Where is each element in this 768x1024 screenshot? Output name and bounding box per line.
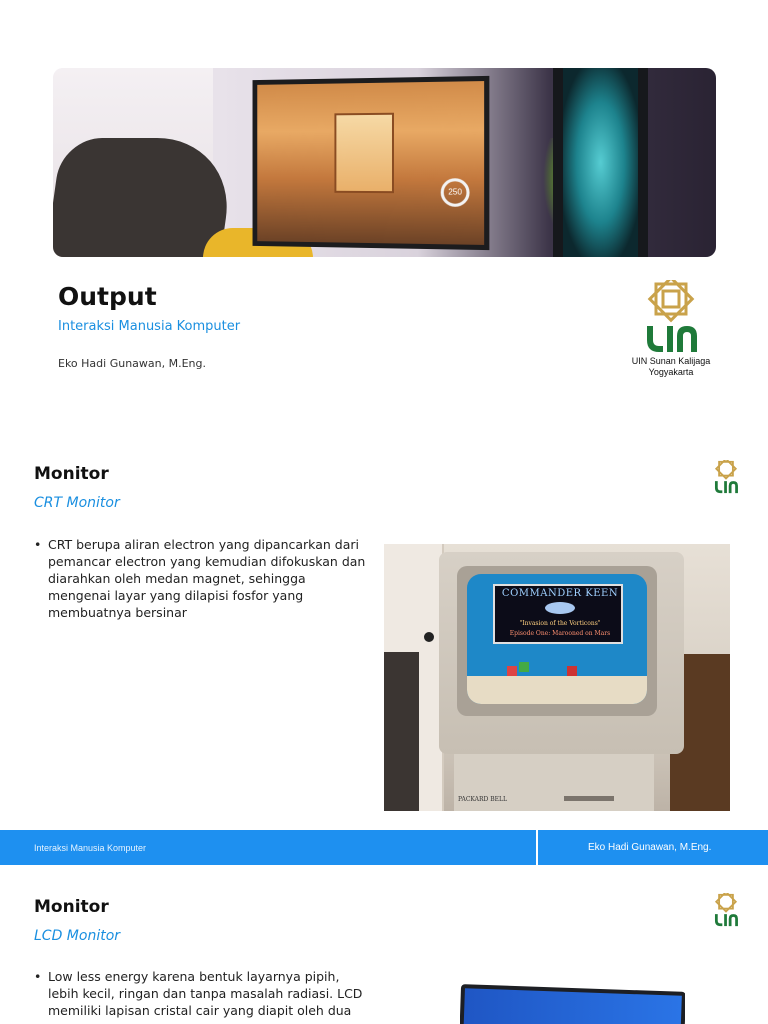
logo-caption-line2: Yogyakarta [648,367,694,377]
floppy-slot [564,796,614,801]
game-block [519,662,529,672]
lcd-monitor-photo [460,984,685,1024]
slide3-bullet [34,968,369,1019]
photo-speaker [384,652,419,811]
bullet-mark: • [34,537,42,552]
crt-screen [467,574,647,704]
hero-pc-glow [563,68,638,257]
photo-doorknob [424,632,434,642]
hero-monitor [253,76,490,250]
footer-divider [536,830,538,865]
uin-logo-icon [641,280,701,354]
logo-caption-line1: UIN Sunan Kalijaga [631,356,711,366]
game-ground [467,676,647,704]
bullet-mark: • [34,969,42,984]
hero-pc-case [553,68,648,257]
game-title-box [493,584,623,644]
game-block [567,666,577,676]
slide3-heading: Monitor [34,897,109,917]
hero-game-corridor [334,113,394,193]
slide2-subheading: CRT Monitor [34,495,120,511]
hero-image [53,68,716,257]
game-ship [545,602,575,614]
uin-logo-small-2 [711,893,741,932]
crt-monitor-photo [384,544,730,811]
page-subtitle: Interaksi Manusia Komputer [58,319,241,334]
slide2-bullet [34,536,369,621]
game-subtitle-1: "Invasion of the Vorticons" [519,620,601,627]
uin-logo-icon [711,893,741,927]
footer-author: Eko Hadi Gunawan, M.Eng. [588,842,712,853]
uin-logo [631,280,711,378]
slide3-bullet-text: Low less energy karena bentuk layarnya pipih, lebih kecil, ringan dan tanpa masalah radiasi. LCD memiliki lapisan cristal cair yang diapit oleh dua [48,969,363,1018]
slide3-subheading: LCD Monitor [34,928,121,944]
slide2-bullet-text: CRT berupa aliran electron yang dipancarkan dari pemancar electron yang kemudian difokuskan dan diarahkan oleh medan magnet, sehingga mengenai layar yang dilapisi fosfor yang membuatnya bersinar [48,537,366,620]
title-block [58,282,240,334]
crt-bezel [457,566,657,716]
page-title: Output [58,282,157,311]
lcd-frame [460,984,685,1024]
footer-band [0,830,768,865]
uin-logo-icon [711,460,741,494]
uin-logo-small [711,460,741,499]
slide2-heading: Monitor [34,464,109,484]
game-block [507,666,517,676]
pc-label: PACKARD BELL [458,796,507,803]
game-subtitle-2: Episode One: Marooned on Mars [509,630,611,637]
crt-casing [439,552,684,754]
footer-course: Interaksi Manusia Komputer [34,843,147,853]
lcd-panel [463,988,682,1024]
logo-caption [626,356,716,378]
hero-game-hud: 250 [441,178,470,207]
game-title: COMMANDER KEEN [501,588,619,599]
author-name: Eko Hadi Gunawan, M.Eng. [58,357,207,370]
